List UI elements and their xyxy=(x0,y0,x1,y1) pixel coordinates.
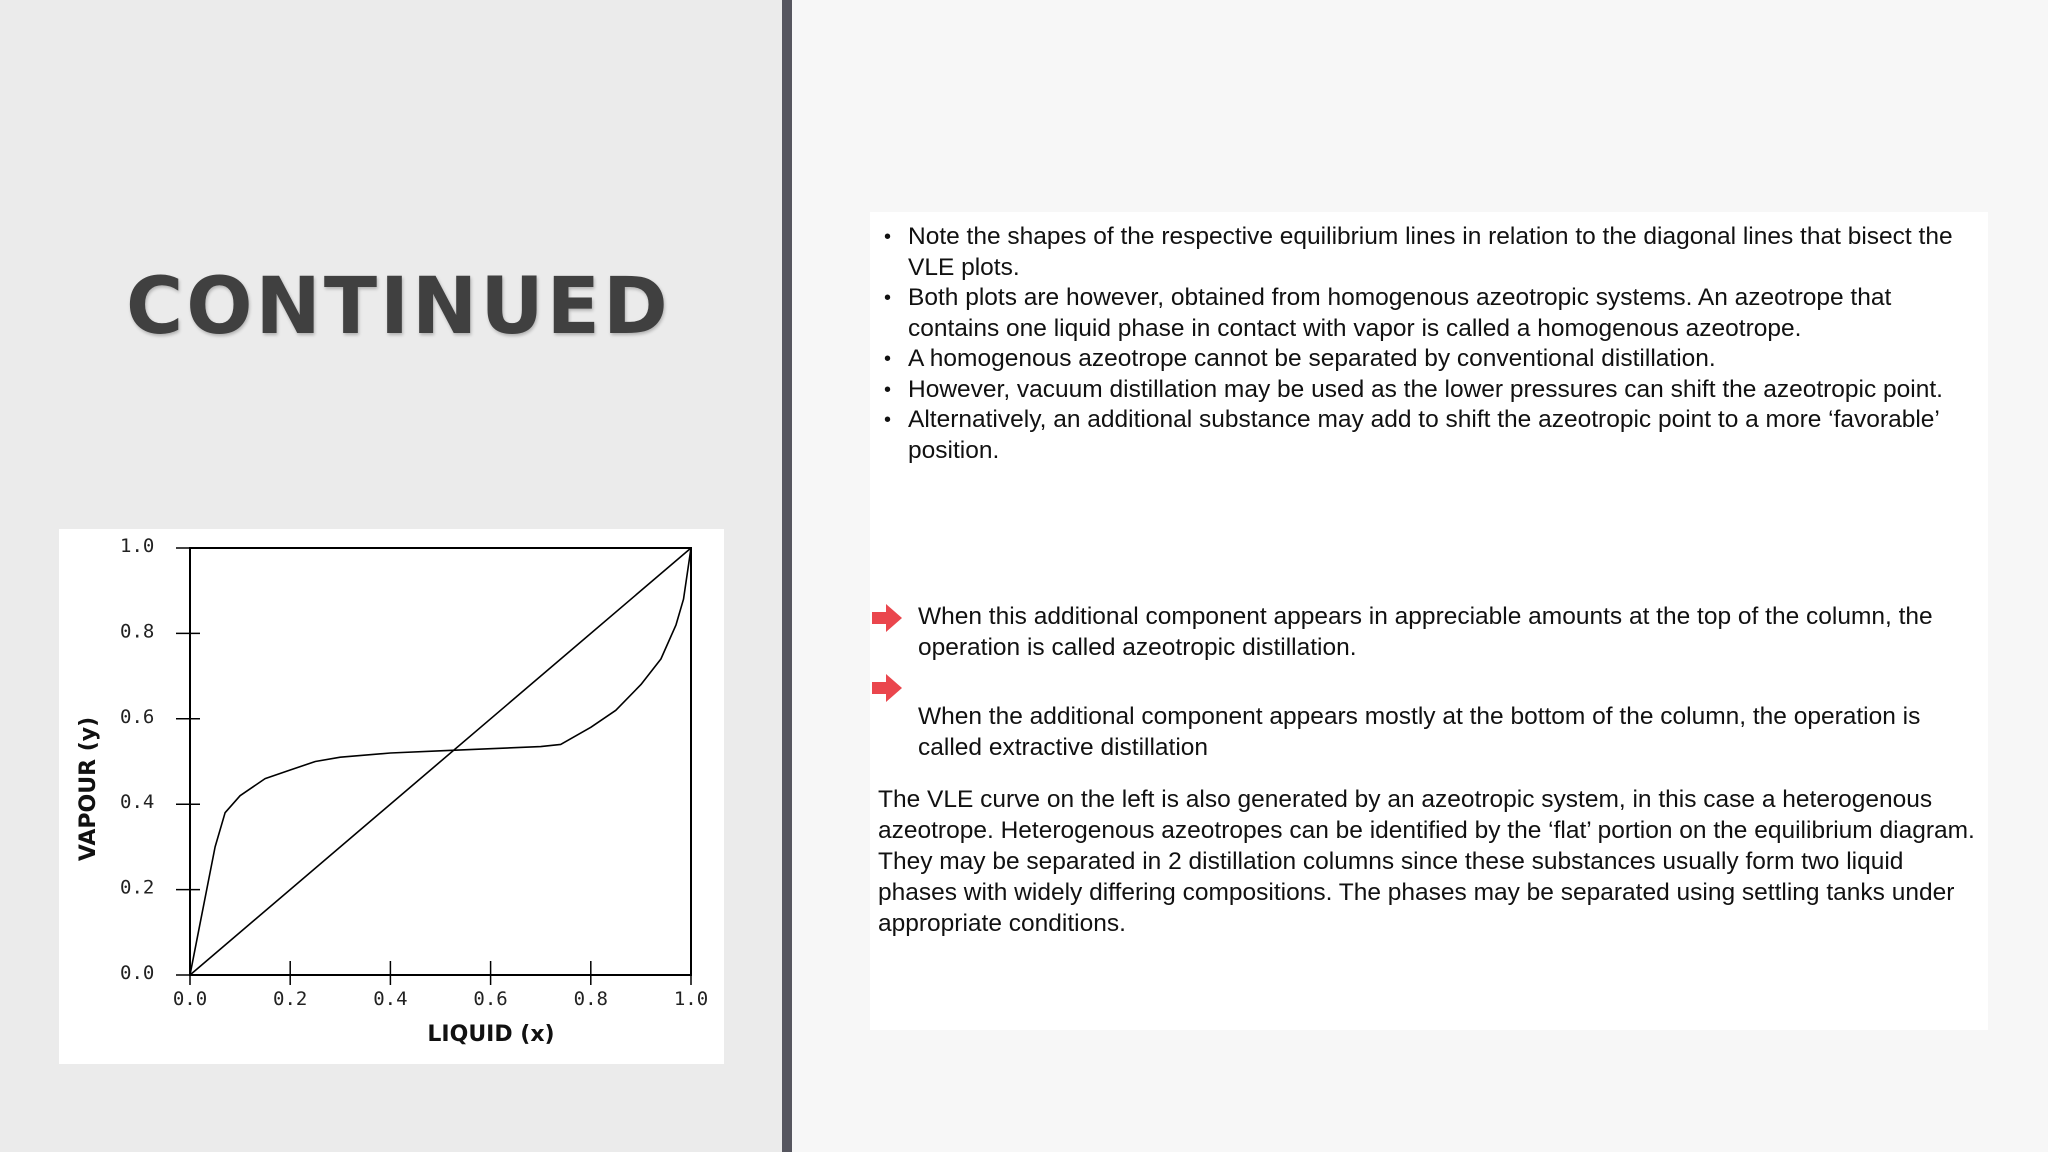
text-card xyxy=(870,212,1988,1030)
x-tick-label: 0.8 xyxy=(573,988,608,1010)
arrow-point-text: When this additional component appears in appreciable amounts at the top of the column, the operation is called azeotropic distillation. xyxy=(918,603,1933,661)
x-tick-label: 0.6 xyxy=(473,988,508,1010)
x-tick-label: 0.0 xyxy=(172,988,208,1010)
y-tick-label: 0.4 xyxy=(120,791,155,814)
y-tick-label: 0.6 xyxy=(120,705,155,728)
vle-chart xyxy=(59,529,724,1064)
red-arrow-icon xyxy=(870,671,904,705)
bullet-dot-icon: • xyxy=(884,348,892,370)
slide-title: CONTINUED xyxy=(126,262,671,352)
closing-paragraph: The VLE curve on the left is also generated by an azeotropic system, in this case a heterogenous azeotrope. Heterogenous azeotropes can be identified by the ‘flat’ portion on the equilibrium diagram. They may be separated in 2 distillation columns since these substances usually form two liquid phases with widely differing compositions. The phases may be separated using settling tanks under appropriate conditions. xyxy=(878,786,1975,937)
bullet-item: • A homogenous azeotrope cannot be separated by conventional distillation. xyxy=(878,344,1968,375)
bullet-dot-icon: • xyxy=(884,287,892,309)
red-arrow-icon xyxy=(870,601,904,635)
y-tick-label: 0.2 xyxy=(120,876,155,899)
vertical-divider xyxy=(782,0,792,1152)
bullet-item: • However, vacuum distillation may be used as the lower pressures can shift the azeotropic point. xyxy=(878,375,1968,406)
y-tick-label: 0.8 xyxy=(120,620,155,643)
y-tick-label: 1.0 xyxy=(120,535,155,557)
bullet-dot-icon: • xyxy=(884,378,892,401)
diagonal-line xyxy=(190,548,691,975)
y-axis-title: VAPOUR (y) xyxy=(76,716,101,862)
x-tick-label: 0.4 xyxy=(373,988,408,1010)
bullet-item: • Both plots are however, obtained from homogenous azeotropic systems. An azeotrope that contains one liquid phase in contact with vapor is called a homogenous azeotrope. xyxy=(884,284,1892,342)
bullet-dot-icon: • xyxy=(884,409,892,431)
x-tick-label: 0.2 xyxy=(273,988,308,1010)
vle-chart-svg xyxy=(59,529,724,1064)
arrow-point-text: When the additional component appears mostly at the bottom of the column, the operation is called extractive distillation xyxy=(918,703,1921,761)
x-tick-label: 1.0 xyxy=(673,988,709,1010)
bullet-item: • Alternatively, an additional substance may add to shift the azeotropic point to a more ‘favorable’ position. xyxy=(884,406,1939,464)
bullet-dot-icon: • xyxy=(884,226,892,248)
y-tick-label: 0.0 xyxy=(120,962,155,984)
bullet-item: • Note the shapes of the respective equilibrium lines in relation to the diagonal lines that bisect the VLE plots. xyxy=(884,223,1953,281)
x-axis-title: LIQUID (x) xyxy=(427,1022,555,1047)
bullet-list xyxy=(878,222,1968,466)
